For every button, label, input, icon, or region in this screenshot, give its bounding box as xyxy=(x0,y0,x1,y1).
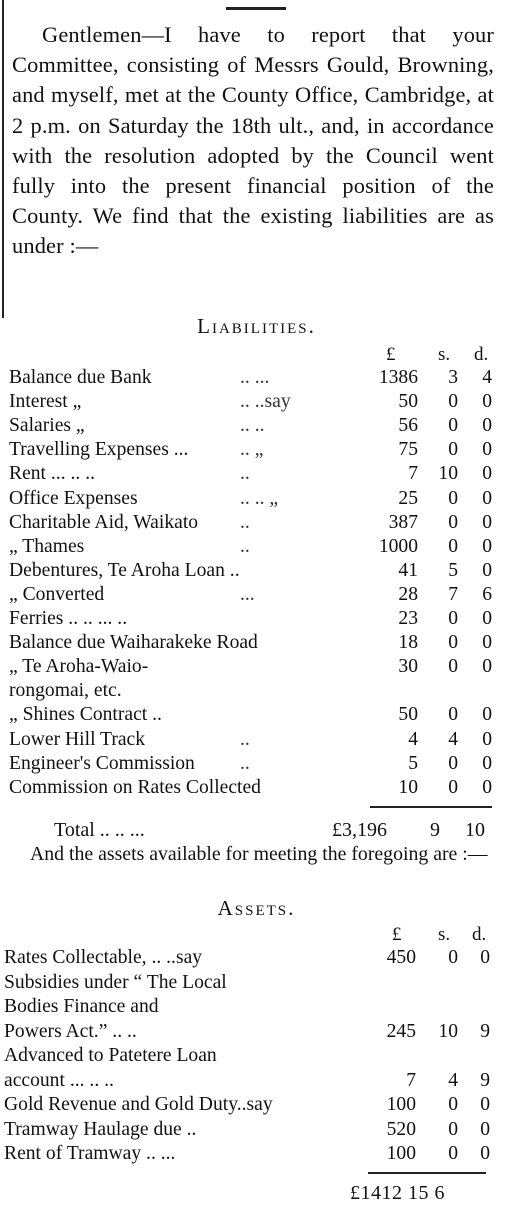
liability-row-pounds: 75 xyxy=(398,439,418,461)
asset-row-pounds: 520 xyxy=(386,1118,416,1140)
asset-row-label: account ... .. .. xyxy=(4,1069,114,1091)
liability-row-label: Salaries „ xyxy=(9,415,85,437)
liability-row-pounds: 56 xyxy=(398,415,418,437)
liability-row-shillings: 0 xyxy=(448,776,458,798)
liability-row-leader: ... xyxy=(240,583,255,605)
liability-row-label: Commission on Rates Collected xyxy=(9,776,261,798)
liability-row-label: Engineer's Commission xyxy=(9,752,195,774)
liability-row-label: Travelling Expenses ... xyxy=(9,439,189,461)
liability-row-label: „ Thames xyxy=(9,535,85,557)
liability-row-leader: .. xyxy=(240,463,250,485)
liability-row-pence: 0 xyxy=(482,704,492,726)
liability-row-shillings: 0 xyxy=(448,608,458,629)
liability-row-pounds: 1386 xyxy=(378,367,418,388)
pounds-header: £ xyxy=(386,344,396,365)
liability-row-leader: .. xyxy=(240,535,250,557)
liability-row-shillings: 0 xyxy=(448,632,458,654)
asset-row xyxy=(0,1044,513,1068)
liability-row xyxy=(0,703,513,727)
asset-row-pence: 9 xyxy=(480,1020,490,1042)
asset-row xyxy=(0,1142,513,1166)
section-rule xyxy=(226,7,286,10)
liability-row-shillings: 0 xyxy=(448,511,458,533)
liability-row-shillings: 0 xyxy=(448,704,458,726)
liability-row-pounds: 18 xyxy=(398,632,418,654)
assets-pounds-header: £ xyxy=(392,924,402,945)
liability-row-leader: .. ... xyxy=(240,367,270,388)
liability-row-pounds: 387 xyxy=(388,511,418,533)
liability-row-pence: 0 xyxy=(482,632,492,654)
liability-row-shillings: 0 xyxy=(448,752,458,774)
liability-row-pence: 0 xyxy=(482,728,492,750)
asset-row-pounds: 450 xyxy=(386,947,416,968)
asset-row-label: Advanced to Patetere Loan xyxy=(4,1045,217,1066)
liability-row-leader: .. .. xyxy=(240,415,265,437)
liability-row-leader: .. xyxy=(240,752,250,774)
liability-row-shillings: 10 xyxy=(438,463,458,485)
assets-total: £1412 15 6 xyxy=(350,1182,445,1204)
liability-row-pence: 0 xyxy=(482,535,492,557)
liability-row-pence: 0 xyxy=(482,463,492,485)
liability-row-pounds: 1000 xyxy=(378,535,418,557)
asset-row xyxy=(0,995,513,1019)
liability-row xyxy=(0,631,513,655)
asset-row xyxy=(0,1093,513,1117)
liability-row-shillings: 0 xyxy=(448,656,458,678)
liability-row xyxy=(0,438,513,462)
liability-row-pence: 0 xyxy=(482,391,492,413)
liability-row xyxy=(0,776,513,800)
liability-row-leader: .. „ xyxy=(240,439,264,461)
asset-row-pence: 0 xyxy=(480,947,490,968)
liability-row xyxy=(0,752,513,776)
liability-row-pence: 0 xyxy=(482,656,492,678)
assets-shillings-header: s. xyxy=(438,924,451,945)
assets-heading: Assets. xyxy=(217,896,296,920)
asset-row xyxy=(0,1069,513,1093)
liability-row xyxy=(0,487,513,511)
asset-row xyxy=(0,971,513,995)
asset-row-label: Bodies Finance and xyxy=(4,996,159,1017)
liability-row xyxy=(0,728,513,752)
liability-row-label: Lower Hill Track xyxy=(9,728,146,750)
asset-row-pence: 0 xyxy=(480,1143,490,1164)
report-paragraph: Gentlemen—I have to report that your Committee, consisting of Messrs Gould, Browning, and myself, met at the County Office, Cambridge, at 2 p.m. on Saturday the 18th ult., and, in accordance with the resolution adopted by the Council went fully into the present financial position of the County. We find that the existing liabilities are as under :— xyxy=(12,22,494,259)
liability-row-label: Office Expenses xyxy=(9,487,138,509)
total-pounds: £3,196 xyxy=(332,819,387,841)
liability-row-label: Balance due Bank xyxy=(9,367,152,388)
liability-row-shillings: 0 xyxy=(448,535,458,557)
liability-row-pence: 0 xyxy=(482,487,492,509)
asset-row xyxy=(0,1118,513,1142)
asset-row xyxy=(0,1020,513,1044)
liability-row-pounds: 30 xyxy=(398,656,418,678)
liability-row-shillings: 4 xyxy=(448,728,458,750)
liability-row-label: Interest „ xyxy=(9,391,82,413)
liability-row-leader: .. .. „ xyxy=(240,487,279,509)
liability-row-label: „ Converted xyxy=(9,583,105,605)
total-rule xyxy=(370,806,492,808)
liability-row xyxy=(0,559,513,583)
asset-row-label: Powers Act.” .. .. xyxy=(4,1020,137,1042)
asset-row-label: Tramway Haulage due .. xyxy=(4,1118,197,1140)
liability-row xyxy=(0,679,513,703)
liability-row-pounds: 23 xyxy=(398,608,418,629)
asset-row-pence: 9 xyxy=(480,1069,490,1091)
liability-row xyxy=(0,583,513,607)
asset-row-shillings: 4 xyxy=(448,1069,458,1091)
liability-row xyxy=(0,414,513,438)
liability-row-pounds: 4 xyxy=(408,728,418,750)
liability-row-pounds: 25 xyxy=(398,487,418,509)
liability-row-label: „ Shines Contract .. xyxy=(9,704,162,726)
liability-row-pounds: 50 xyxy=(398,391,418,413)
liability-row-pounds: 41 xyxy=(398,559,418,581)
pence-header: d. xyxy=(474,344,489,365)
liability-row-pence: 0 xyxy=(482,415,492,437)
asset-row-label: Subsidies under “ The Local xyxy=(4,971,227,993)
liability-row-leader: .. xyxy=(240,728,250,750)
asset-row-shillings: 0 xyxy=(448,1118,458,1140)
liability-row-shillings: 5 xyxy=(448,559,458,581)
liability-row xyxy=(0,607,513,631)
liability-row-leader: .. xyxy=(240,511,250,533)
liability-row-label: Balance due Waiharakeke Road xyxy=(9,632,258,654)
liability-row xyxy=(0,390,513,414)
liability-row-label: „ Te Aroha-Waio- xyxy=(9,656,149,678)
liability-row-pounds: 50 xyxy=(398,704,418,726)
liability-row-pounds: 5 xyxy=(408,752,418,774)
liability-row xyxy=(0,655,513,679)
liability-row-pounds: 28 xyxy=(398,583,418,605)
liability-row-pence: 0 xyxy=(482,776,492,798)
asset-row-label: Rates Collectable, .. ..say xyxy=(4,947,203,968)
asset-row-shillings: 0 xyxy=(448,1143,458,1164)
asset-row-pounds: 7 xyxy=(406,1069,416,1091)
liability-row xyxy=(0,462,513,486)
asset-row-pounds: 100 xyxy=(386,1094,416,1115)
liability-row-label: Ferries .. .. ... .. xyxy=(9,608,128,629)
asset-row-pence: 0 xyxy=(480,1118,490,1140)
liability-row-pence: 0 xyxy=(482,608,492,629)
liability-row-label: Debentures, Te Aroha Loan .. xyxy=(9,559,240,581)
total-shillings: 9 xyxy=(430,819,440,841)
liability-row-pounds: 10 xyxy=(398,776,418,798)
liability-row-shillings: 0 xyxy=(448,487,458,509)
asset-row-shillings: 0 xyxy=(448,947,458,968)
liabilities-heading: Liabilities. xyxy=(197,314,316,338)
liability-row xyxy=(0,511,513,535)
liability-row-label: Rent ... .. .. xyxy=(9,463,95,485)
asset-row-shillings: 0 xyxy=(448,1094,458,1115)
liability-row-pence: 0 xyxy=(482,559,492,581)
liability-row-pounds: 7 xyxy=(408,463,418,485)
assets-total-rule xyxy=(368,1172,486,1174)
total-label: Total .. .. ... xyxy=(54,819,145,841)
liability-row xyxy=(0,535,513,559)
liability-row-pence: 6 xyxy=(482,583,492,605)
liability-row-shillings: 0 xyxy=(448,415,458,437)
asset-row-pence: 0 xyxy=(480,1094,490,1115)
liability-row-shillings: 7 xyxy=(448,583,458,605)
liability-row-pence: 0 xyxy=(482,511,492,533)
liability-row-label: Charitable Aid, Waikato xyxy=(9,511,199,533)
liability-row-pence: 4 xyxy=(482,367,492,388)
asset-row-pounds: 245 xyxy=(386,1020,416,1042)
liability-row-pence: 0 xyxy=(482,439,492,461)
asset-row-label: Rent of Tramway .. ... xyxy=(4,1143,176,1164)
liability-row-shillings: 0 xyxy=(448,391,458,413)
liability-row-leader: .. ..say xyxy=(240,391,291,413)
column-divider xyxy=(2,0,4,318)
total-pence: 10 xyxy=(465,819,485,841)
asset-row-label: Gold Revenue and Gold Duty..say xyxy=(4,1094,273,1115)
assets-pence-header: d. xyxy=(472,924,487,945)
liability-row-pence: 0 xyxy=(482,752,492,774)
liability-row-shillings: 3 xyxy=(448,367,458,388)
liability-row-shillings: 0 xyxy=(448,439,458,461)
shillings-header: s. xyxy=(438,344,451,365)
assets-intro: And the assets available for meeting the foregoing are :— xyxy=(30,843,488,865)
liability-row xyxy=(0,366,513,390)
asset-row-shillings: 10 xyxy=(438,1020,458,1042)
liability-row-label: rongomai, etc. xyxy=(9,680,122,702)
asset-row-pounds: 100 xyxy=(386,1143,416,1164)
asset-row xyxy=(0,946,513,970)
